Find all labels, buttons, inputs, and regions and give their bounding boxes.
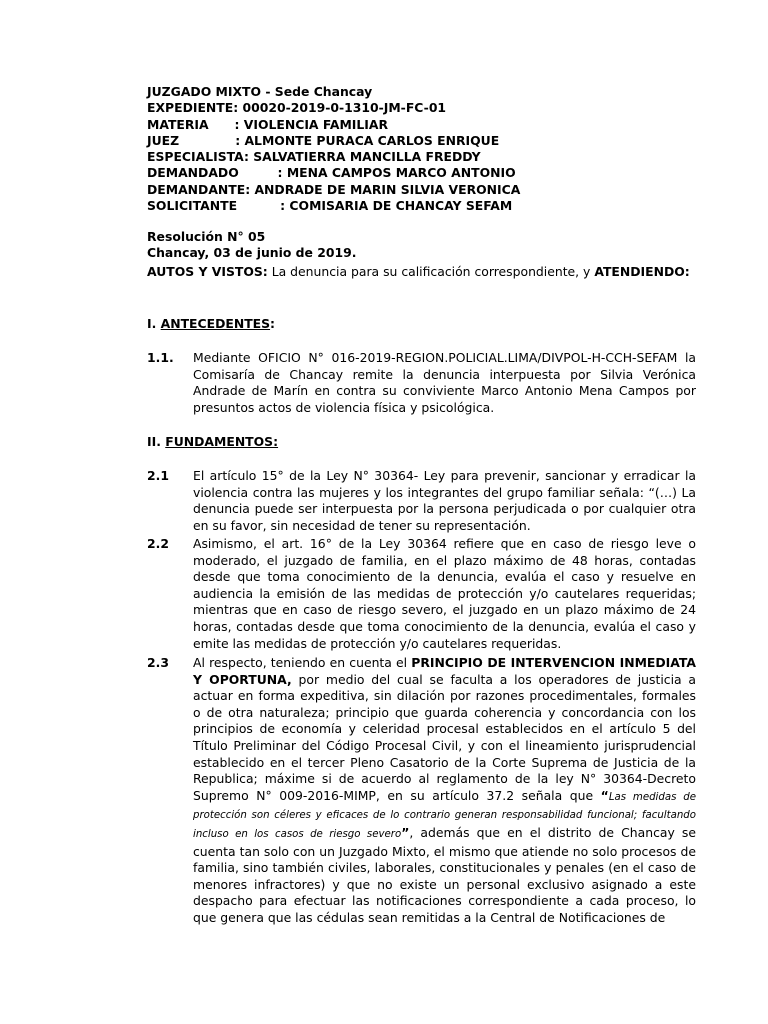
atendiendo-label: ATENDIENDO: [594, 264, 690, 279]
resolution-date: Chancay, 03 de junio de 2019. [147, 245, 357, 260]
header-expediente: EXPEDIENTE: 00020-2019-0-1310-JM-FC-01 [147, 100, 447, 116]
header-solicitante: SOLICITANTE : COMISARIA DE CHANCAY SEFAM [147, 198, 513, 214]
header-materia: MATERIA : VIOLENCIA FAMILIAR [147, 116, 389, 132]
quoted-article: Las medidas de protección son céleres y eficaces de lo contrario generan responsabilidad funcional; facultando incluso en los casos de riesgo severo [193, 791, 696, 840]
resolution-block [147, 229, 356, 261]
paragraph-2-1 [147, 468, 696, 534]
resolution-number: Resolución N° 05 [147, 229, 266, 244]
header-juez: JUEZ : ALMONTE PURACA CARLOS ENRIQUE [147, 132, 500, 148]
paragraph-text: Mediante OFICIO N° 016-2019-REGION.POLICIAL.LIMA/DIVPOL-H-CCH-SEFAM la Comisaría de Chancay remite la denuncia interpuesta por Silvia Verónica Andrade de Marín en contra su conviviente Marco Antonio Mena Campos por presuntos actos de violencia física y psicológica. [193, 350, 696, 415]
header-especialista: ESPECIALISTA: SALVATIERRA MANCILLA FREDDY [147, 149, 481, 165]
paragraph-2-2 [147, 536, 696, 652]
paragraph-number: 2.2 [147, 536, 169, 551]
paragraph-text: Asimismo, el art. 16° de la Ley 30364 refiere que en caso de riesgo leve o moderado, el juzgado de familia, en el plazo máximo de 48 horas, contadas desde que toma conocimiento de la denuncia, evalúa el caso y resuelve en audiencia la emisión de las medidas de protección y/o cautelares requeridas; mientras que en caso de riesgo severo, el juzgado en un plazo máximo de 24 horas, contadas desde que toma conocimiento de la denuncia, evalúa el caso y emite las medidas de protección y/o cautelares requeridas. [193, 536, 696, 651]
paragraph-1-1 [147, 350, 696, 416]
paragraph-number: 1.1. [147, 350, 174, 365]
section-fundamentos-title: II. FUNDAMENTOS: [147, 434, 279, 449]
section-fundamentos-label: FUNDAMENTOS: [165, 434, 279, 449]
principle-name: PRINCIPIO DE INTERVENCION INMEDIATA Y OPORTUNA, [193, 655, 696, 687]
paragraph-text: Al respecto, teniendo en cuenta el PRINCIPIO DE INTERVENCION INMEDIATA Y OPORTUNA, por medio del cual se faculta a los operadores de justicia a actuar en forma expeditiva, sin dilación por razones procedimentales, formales o de otra naturaleza; principio que guarda coherencia y concordancia con los principios de economía y celeridad procesal establecidos en el artículo 5 del Título Preliminar del Código Procesal Civil, y con el lineamiento jurisprudencial establecido en el tercer Pleno Casatorio de la Corte Suprema de Justicia de la Republica; máxime si de acuerdo al reglamento de la ley N° 30364-Decreto Supremo N° 009-2016-MIMP, en su artículo 37.2 señala que “Las medidas de protección son céleres y eficaces de lo contrario generan responsabilidad funcional; facultando incluso en los casos de riesgo severo”, además que en el distrito de Chancay se cuenta tan solo con un Juzgado Mixto, el mismo que atiende no solo procesos de familia, sino también civiles, laborales, constitucionales y penales (en el caso de menores infractores) y que no existe un personal exclusivo asignado a este despacho para efectuar las notificaciones correspondiente a cada proceso, lo que genera que las cédulas sean remitidas a la Central de Notificaciones de [193, 655, 697, 925]
paragraph-number: 2.1 [147, 468, 169, 483]
paragraph-text: El artículo 15° de la Ley N° 30364- Ley para prevenir, sancionar y erradicar la violencia contra las mujeres y los integrantes del grupo familiar señala: “(…) La denuncia puede ser interpuesta por la persona perjudicada o por cualquier otra en su favor, sin necesidad de tener su representación. [193, 468, 696, 533]
case-header [147, 84, 707, 214]
section-antecedentes-title: I. ANTECEDENTES: [147, 316, 276, 331]
paragraph-number: 2.3 [147, 655, 169, 670]
header-demandante: DEMANDANTE: ANDRADE DE MARIN SILVIA VERONICA [147, 181, 521, 197]
header-court: JUZGADO MIXTO - Sede Chancay [147, 84, 373, 99]
autos-paragraph [147, 264, 696, 281]
section-antecedentes-label: ANTECEDENTES [160, 316, 271, 331]
header-demandado: DEMANDADO : MENA CAMPOS MARCO ANTONIO [147, 165, 516, 181]
autos-label: AUTOS Y VISTOS: [147, 264, 268, 279]
autos-text: La denuncia para su calificación correspondiente, y [267, 264, 595, 279]
paragraph-2-3 [147, 655, 696, 927]
